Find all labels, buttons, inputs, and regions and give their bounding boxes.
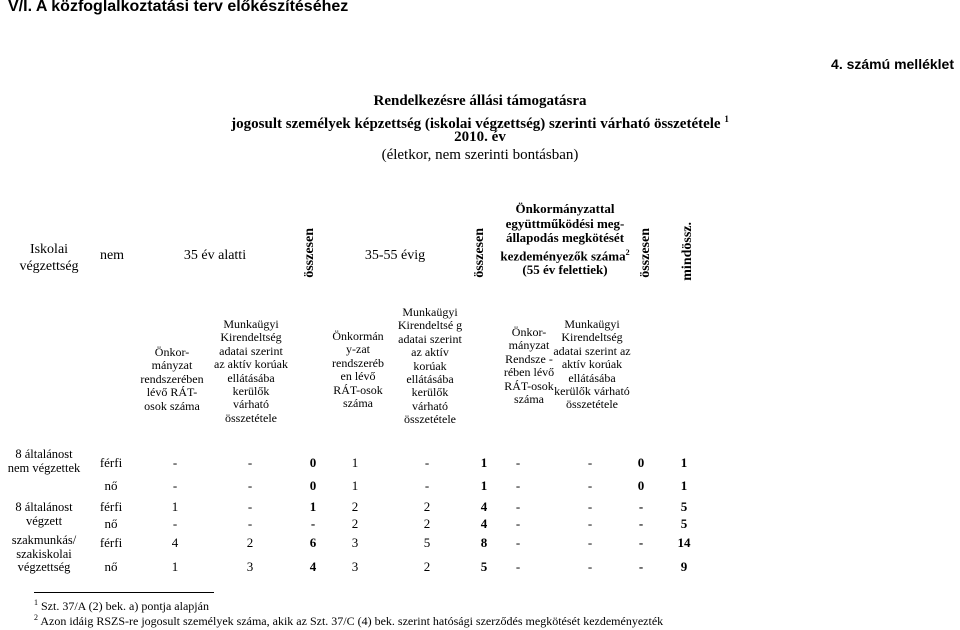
row-sex-label: férfi	[99, 535, 123, 550]
table-cell: 1	[480, 478, 488, 493]
table-cell: 0	[309, 455, 317, 470]
table-cell: 3	[351, 535, 359, 550]
subheader-onk-rat-2: Önkormán y-zat rendszeréb en lévő RÁT-osok száma	[332, 329, 384, 411]
table-cell: -	[515, 455, 521, 470]
table-cell: -	[587, 478, 593, 493]
table-cell: 2	[351, 499, 359, 514]
subheader-onk-rat-1: Önkor-mányzat rendszerében lévő RÁT-osok száma	[140, 345, 204, 413]
row-sex-label: férfi	[99, 499, 123, 514]
row-sex-label: nő	[104, 516, 118, 531]
subheader-mk-3: Munkaügyi Kirendeltség adatai szerint az aktív korúak ellátásába kerülők várható összetétele	[553, 317, 631, 412]
table-cell: -	[587, 499, 593, 514]
header-osszesen-1: összesen	[302, 228, 317, 278]
table-cell: -	[247, 478, 253, 493]
header-nem: nem	[99, 248, 125, 263]
table-cell: -	[587, 455, 593, 470]
table-cell: 1	[351, 455, 359, 470]
row-sex-label: nő	[104, 478, 118, 493]
table-cell: 1	[171, 559, 179, 574]
table-cell: 5	[423, 535, 431, 550]
table-cell: 0	[637, 455, 645, 470]
footnote-ref-1: 1	[724, 114, 729, 124]
table-cell: -	[172, 516, 178, 531]
table-cell: -	[587, 559, 593, 574]
table-cell: 8	[480, 535, 488, 550]
table-cell: 0	[637, 478, 645, 493]
table-cell: 1	[680, 455, 688, 470]
table-cell: 4	[309, 559, 317, 574]
table-cell: -	[247, 516, 253, 531]
table-cell: 5	[680, 516, 688, 531]
table-cell: -	[515, 516, 521, 531]
table-cell: -	[310, 516, 316, 531]
table-cell: -	[587, 516, 593, 531]
table-cell: -	[515, 535, 521, 550]
table-cell: -	[638, 516, 644, 531]
table-cell: -	[638, 535, 644, 550]
heading-line-2: jogosult személyek képzettség (iskolai végzettség) szerinti várható összetétele $^1$	[231, 114, 729, 132]
section-title: V/I. A közfoglalkoztatási terv előkészítéséhez	[8, 0, 349, 15]
table-cell: 1	[480, 455, 488, 470]
table-cell: -	[515, 499, 521, 514]
table-cell: 3	[351, 559, 359, 574]
table-cell: -	[424, 455, 430, 470]
group-label-nem-vegzett: 8 általánost nem végzettek	[7, 447, 81, 475]
table-cell: 5	[680, 499, 688, 514]
table-cell: 3	[246, 559, 254, 574]
table-cell: 2	[246, 535, 254, 550]
header-mindossz: mindössz.	[680, 222, 695, 281]
table-cell: 1	[680, 478, 688, 493]
table-cell: 2	[423, 559, 431, 574]
subheader-mk-1: Munkaügyi Kirendeltség adatai szerint az aktív korúak ellátásába kerülők várható összetétele	[214, 317, 288, 425]
table-cell: -	[247, 455, 253, 470]
table-cell: 2	[351, 516, 359, 531]
header-osszesen-3: összesen	[638, 228, 653, 278]
footnote-separator	[34, 592, 214, 593]
table-cell: 1	[171, 499, 179, 514]
table-cell: -	[638, 499, 644, 514]
group-label-8-altalanos: 8 általánost végzett	[15, 500, 73, 528]
table-cell: -	[172, 478, 178, 493]
table-cell: -	[172, 455, 178, 470]
table-cell: 9	[680, 559, 688, 574]
table-cell: 2	[423, 516, 431, 531]
table-cell: 1	[309, 499, 317, 514]
row-sex-label: férfi	[99, 455, 123, 470]
header-iskolai-vegzettseg: Iskolai végzettség	[19, 242, 79, 274]
annex-label: 4. számú melléklet	[831, 56, 954, 72]
subheader-onk-rat-3: Önkor-mányzat Rendsze -rében lévő RÁT-osok száma	[503, 325, 555, 407]
table-cell: -	[515, 478, 521, 493]
subheader-mk-2: Munkaügyi Kirendeltsé g adatai szerint az aktív korúak ellátásába kerülők várható összetétele	[397, 305, 463, 427]
table-cell: 0	[309, 478, 317, 493]
row-sex-label: nő	[104, 559, 118, 574]
table-cell: -	[424, 478, 430, 493]
table-cell: -	[515, 559, 521, 574]
table-cell: 4	[171, 535, 179, 550]
table-cell: -	[247, 499, 253, 514]
footnote-1: $^1$ Szt. 37/A (2) bek. a) pontja alapján	[34, 598, 209, 613]
heading-line-1: Rendelkezésre állási támogatásra	[373, 93, 587, 109]
header-onkormanyzattal: Önkormányzattal együttműködési meg-állapodás megkötését kezdeményezők száma$^2$ (55 év felettiek)	[500, 201, 630, 278]
table-cell: 4	[480, 499, 488, 514]
table-cell: 1	[351, 478, 359, 493]
heading-line-3: 2010. év	[454, 129, 506, 145]
table-cell: -	[638, 559, 644, 574]
footnote-2: $^2$ Azon idáig RSZS-re jogosult személyek száma, akik az Szt. 37/C (4) bek. szerint hatósági szerződés megkötését kezdeményezték	[34, 613, 664, 628]
group-label-szakmunkas: szakmunkás/ szakiskolai végzettség	[11, 533, 77, 574]
table-cell: 6	[309, 535, 317, 550]
header-osszesen-2: összesen	[472, 228, 487, 278]
table-cell: -	[587, 535, 593, 550]
table-cell: 4	[480, 516, 488, 531]
table-cell: 14	[677, 535, 691, 550]
header-35-55: 35-55 évig	[364, 248, 426, 263]
header-35-alatti: 35 év alatti	[183, 248, 247, 263]
table-cell: 2	[423, 499, 431, 514]
heading-line-4: (életkor, nem szerinti bontásban)	[381, 147, 579, 163]
table-cell: 5	[480, 559, 488, 574]
